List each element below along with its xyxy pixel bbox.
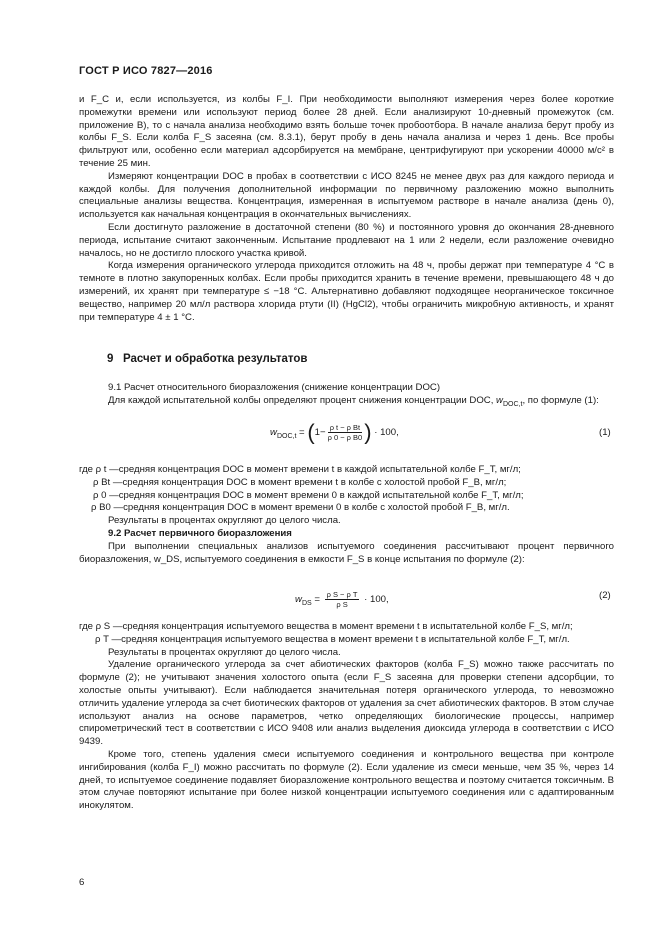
paragraph-inhibition: Кроме того, степень удаления смеси испытуемого соединения и контрольного вещества при контроле ингибирования (колба F_I) можно рассчитать по формуле (2). Если удаление из смеси меньше, чем 35 %, через 14 дней, то испытуемое соединение подавляет биоразложение контрольного вещества и поэтому считается токсичным. В этом случае повторяют испытание при более низкой концентрации испытуемого соединения или с адаптированным инокулятом.	[79, 748, 614, 812]
definition-rho-b0: ρ B0 — средняя концентрация DOC в момент времени 0 в колбе с холостой пробой F_B, мг/л.	[91, 502, 510, 514]
section-9-1	[79, 382, 614, 412]
formula-2-numerator: ρ S − ρ T	[326, 590, 358, 599]
definitions-2	[79, 621, 614, 813]
subsection-9-2-heading: 9.2 Расчет первичного биоразложения	[108, 527, 292, 539]
paragraph-abiotic: Удаление органического углерода за счет абиотических факторов (колба F_S) можно также рассчитать по формуле (2); не учитывают значения холостого опыта (если F_S засеяна для проверки степени адсорбции, то холостые опыты учитывают). Если наблюдается значительная потеря органического углерода, то невозможно отличить удаление углерода за счет биотических факторов от удаления за счет абиотических факторов. В этом случае используют анализ на основе параметров, четко определяющих биологические процессы, например спирометрический тест в соответствии с ИСО 9408 или анализ выделения диоксида углерода в соответствии с ИСО 9439.	[79, 659, 614, 748]
definition-rho-bt: ρ Bt — средняя концентрация DOC в момент времени t в колбе с холостой пробой F_B, мг/л;	[93, 476, 507, 488]
document-header: ГОСТ Р ИСО 7827—2016	[79, 65, 213, 77]
section-number: 9	[107, 353, 114, 365]
rounding-note-2: Результаты в процентах округляют до целого числа.	[108, 646, 341, 658]
formula-1-number: (1)	[599, 427, 611, 438]
formula-2-number: (2)	[599, 590, 611, 601]
intro-paragraph-4: Когда измерения органического углерода приходится отложить на 48 ч, пробы держат при температуре 4 °С в темноте в плотно закупоренных колбах. Если пробы приходится хранить в течение времени, превышающего 48 ч до измерений, их хранят при температуре ≤ −18 °С. Альтернативно добавляют подходящее неорганическое токсичное вещество, например 20 мл/л раствора хлорида ртути (II) (HgCl2), чтобы ограничить микробную активность, и хранят при температуре 4 ± 1 °С.	[79, 260, 614, 323]
definitions-1	[79, 464, 614, 566]
rounding-note-1: Результаты в процентах округляют до целого числа.	[108, 515, 341, 527]
formula-2-denominator: ρ S	[336, 600, 348, 609]
intro-block	[79, 94, 614, 324]
intro-paragraph-1: и F_C и, если используется, из колбы F_I. При необходимости выполняют измерения через более короткие промежутки времени или используют период более 28 дней. Если анализируют 10-дневный промежуток (см. приложение B), то с начала анализа необходимо взять больше точек пробоотбора. В начале анализа берут пробу из колбы F_S. Если колба F_S засеяна (см. 8.3.1), берут пробу в день начала анализа и через 1 день. Все пробы фильтруют или, особенно если материал адсорбируется на мембране, центрифугируют при ускорении 40000 м/с² в течение 25 мин.	[79, 94, 614, 169]
formula-1-numerator: ρ t − ρ Bt	[329, 423, 361, 432]
subsection-9-1-heading: 9.1 Расчет относительного биоразложения (снижение концентрации DOC)	[108, 382, 441, 393]
formula-2: $w_{DS}$ = $\frac{\text{ρ S − ρ T}}{\text{ρ S}}$ · 100,	[295, 590, 389, 609]
subsection-9-2-text: При выполнении специальных анализов испытуемого соединения рассчитывают процент первичного биоразложения, w_DS, испытуемого соединения в емкости F_S в конце испытания по формуле (2):	[79, 540, 614, 565]
definition-rho-t-2: ρ T — средняя концентрация испытуемого вещества в момент времени t в испытательной колбе F_T, мг/л.	[95, 633, 570, 645]
definition-rho-s: где ρ S — средняя концентрация испытуемого вещества в момент времени t в испытательной колбе F_S, мг/л;	[79, 621, 573, 632]
formula-1-denominator: ρ 0 − ρ B0	[327, 433, 363, 442]
definition-rho-0: ρ 0 — средняя концентрация DOC в момент времени 0 в каждой испытательной колбе F_T, мг/л;	[93, 489, 524, 501]
definition-rho-t: где ρ t — средняя концентрация DOC в момент времени t в каждой испытательной колбе F_T, мг/л;	[79, 464, 521, 475]
section-title	[107, 353, 307, 365]
page-number: 6	[79, 877, 85, 888]
subsection-9-1-text: Для каждой испытательной колбы определяют процент снижения концентрации DOC, $w_{DOC,t}$, по формуле (1):	[108, 394, 599, 408]
intro-paragraph-2: Измеряют концентрации DOC в пробах в соответствии с ИСО 8245 не менее двух раз для каждого периода и каждой колбы. Для получения дополнительной информации по первичному разложению можно выполнить специальные анализы вещества. Концентрация, измеренная в испытуемом растворе в начале анализа (день 0), используется как начальная концентрация в окончательных вычислениях.	[79, 170, 614, 221]
intro-paragraph-3: Если достигнуто разложение в достаточной степени (80 %) и постоянного уровня до окончания 28-дневного периода, испытание считают законченным. Испытание продлевают на 1 или 2 недели, если разложение очевидно началось, но не достигло плоского участка кривой.	[79, 221, 614, 259]
section-heading: Расчет и обработка результатов	[123, 353, 308, 365]
formula-1: $w_{DOC,t} = (1-$ $\frac{\text{ρ t − ρ Bt}}{\text{ρ 0 − ρ B0}}$ ) · 100,	[270, 419, 399, 445]
